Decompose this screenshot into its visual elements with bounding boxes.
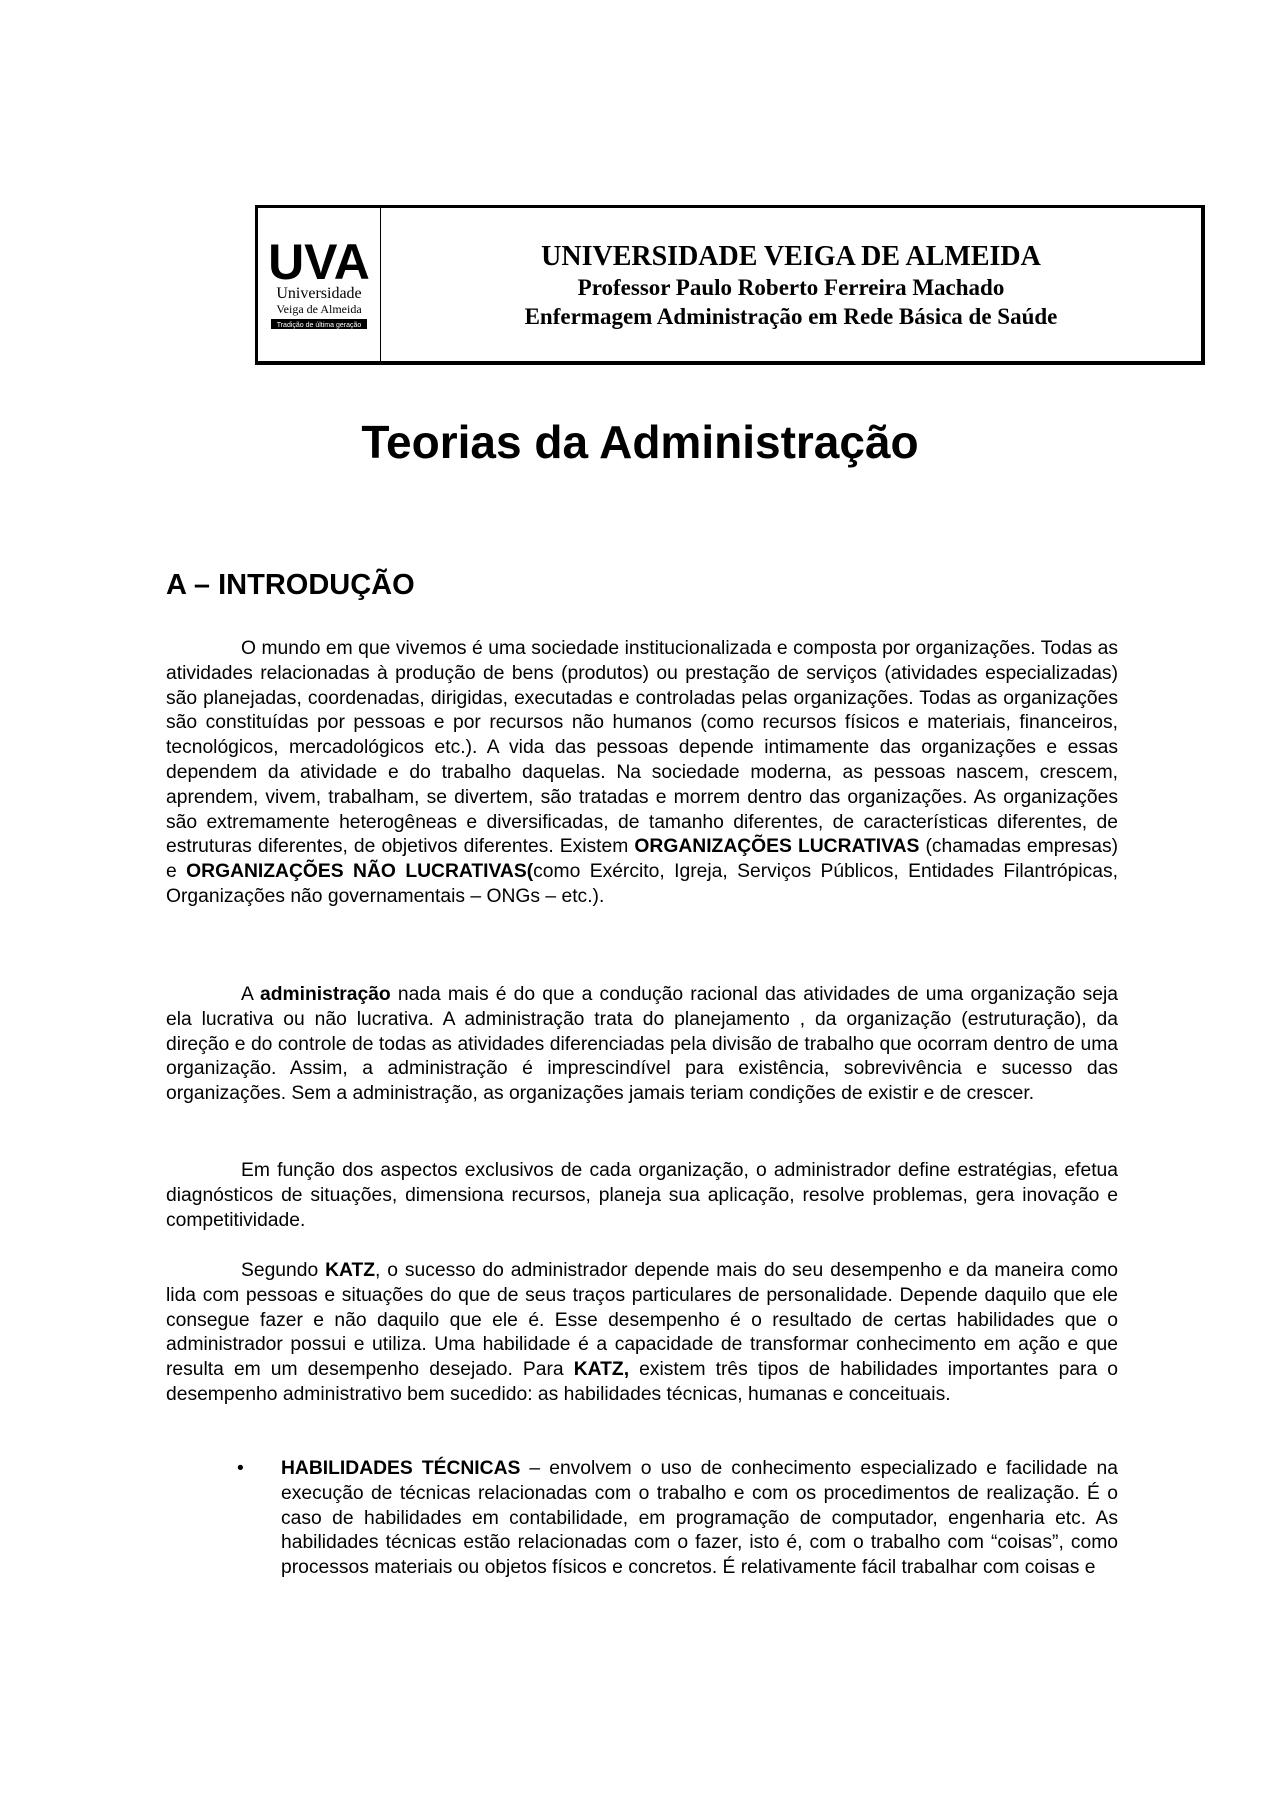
logo-line2: Veiga de Almeida: [276, 301, 362, 316]
bullet-icon: •: [237, 1458, 244, 1479]
bullet-term: HABILIDADES TÉCNICAS: [281, 1458, 521, 1479]
document-title: Teorias da Administração: [361, 416, 919, 468]
header-text: [381, 208, 1201, 361]
bullet-text: – envolvem o uso de conhecimento especializado e facilidade na execução de técnicas relacionadas com o trabalho e com os procedimentos de realização. É o caso de habilidades em contabilidade, em programação de computador, engenharia etc. As habilidades técnicas estão relacionadas com o fazer, isto é, com o trabalho com “coisas”, como processos materiais ou objetos físicos e concretos. É relativamente fácil trabalhar com coisas e: [281, 1458, 1118, 1579]
professor-name: Professor Paulo Roberto Ferreira Machado: [577, 274, 1005, 300]
logo-tagline: Tradição de última geração: [276, 321, 362, 329]
paragraph-administration: A administração nada mais é do que a condução racional das atividades de uma organização seja ela lucrativa ou não lucrativa. A administração trata do planejamento , da organização (estruturação), da direção e do controle de todas as atividades diferenciadas pela divisão de trabalho que ocorram dentro de uma organização. Assim, a administração é imprescindível para existência, sobrevivência e sucesso das organizações. Sem a administração, as organizações jamais teriam condições de existir e de crescer.: [166, 984, 1119, 1105]
list-item: [166, 1457, 1118, 1581]
header-box: [255, 205, 1205, 365]
uva-logo: [263, 233, 375, 337]
course-name: Enfermagem Administração em Rede Básica de Saúde: [524, 303, 1058, 329]
logo-line1: Universidade: [276, 284, 362, 302]
paragraph-administrator: Em função dos aspectos exclusivos de cada organização, o administrador define estratégias, efetua diagnósticos de situações, dimensiona recursos, planeja sua aplicação, resolve problemas, gera inovação e competitividade.: [166, 1160, 1118, 1231]
logo-cell: [258, 208, 381, 361]
logo-mark: UVA: [268, 233, 370, 290]
university-name: UNIVERSIDADE VEIGA DE ALMEIDA: [541, 240, 1041, 272]
paragraph-katz: Segundo KATZ, o sucesso do administrador depende mais do seu desempenho e da maneira como lida com pessoas e situações do que de seus traços particulares de personalidade. Depende daquilo que ele consegue fazer e não daquilo que ele é. Esse desempenho é o resultado de certas habilidades que o administrador possui e utiliza. Uma habilidade é a capacidade de transformar conhecimento em ação e que resulta em um desempenho desejado. Para KATZ, existem três tipos de habilidades importantes para o desempenho administrativo bem sucedido: as habilidades técnicas, humanas e conceituais.: [166, 1260, 1118, 1405]
paragraph-organizations: O mundo em que vivemos é uma sociedade institucionalizada e composta por organizações. Todas as atividades relacionadas à produção de bens (produtos) ou prestação de serviços (atividades especializadas) são planejadas, coordenadas, dirigidas, executadas e controladas pelas organizações. Todas as organizações são constituídas por pessoas e por recursos não humanos (como recursos físicos e materiais, financeiros, tecnológicos, mercadológicos etc.). A vida das pessoas depende intimamente das organizações e essas dependem da atividade e do trabalho daquelas. Na sociedade moderna, as pessoas nascem, crescem, aprendem, vivem, trabalham, se divertem, são tratadas e morrem dentro das organizações. As organizações são extremamente heterogêneas e diversificadas, de tamanho diferentes, de características diferentes, de estruturas diferentes, de objetivos diferentes. Existem ORGANIZAÇÕES LUCRATIVAS (chamadas empresas) e ORGANIZAÇÕES NÃO LUCRATIVAS(como Exército, Igreja, Serviços Públicos, Entidades Filantrópicas, Organizações não governamentais – ONGs – etc.).: [166, 638, 1119, 907]
skills-list: [166, 1457, 1118, 1581]
section-heading: A – INTRODUÇÃO: [166, 569, 415, 601]
